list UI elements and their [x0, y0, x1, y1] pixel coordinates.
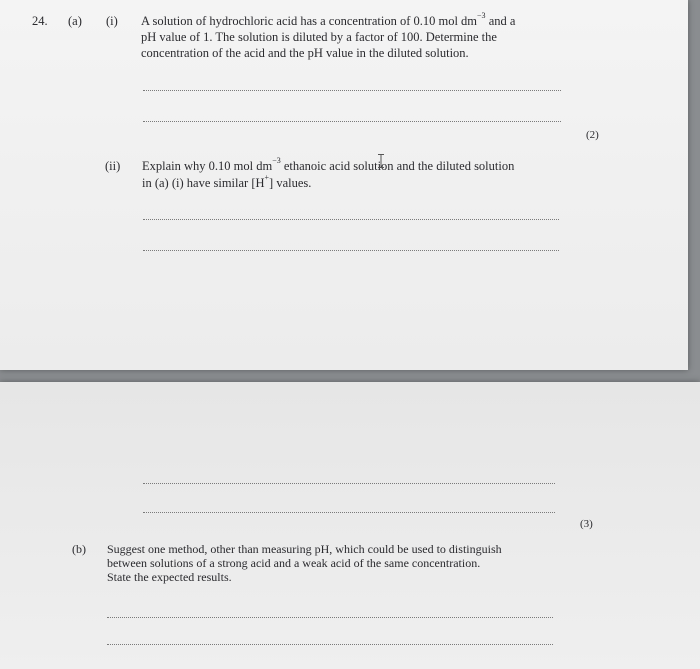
answer-line[interactable] [143, 512, 555, 513]
subpart-i-label: (i) [106, 14, 118, 28]
text-cursor-icon [378, 154, 384, 168]
marks-label: (2) [586, 129, 599, 141]
answer-line[interactable] [143, 90, 561, 91]
answer-line[interactable] [143, 250, 559, 251]
part-b-line-3: State the expected results. [107, 570, 232, 584]
answer-line[interactable] [107, 617, 553, 618]
question-number: 24. [32, 14, 48, 28]
part-b-label: (b) [72, 542, 86, 556]
answer-line[interactable] [143, 219, 559, 220]
marks-label: (3) [580, 518, 593, 530]
answer-line[interactable] [107, 644, 553, 645]
subpart-ii-label: (ii) [105, 159, 121, 173]
part-b-line-1: Suggest one method, other than measuring pH, which could be used to distinguish [107, 542, 502, 556]
answer-line[interactable] [143, 121, 561, 122]
answer-line[interactable] [143, 483, 555, 484]
subpart-ii-line-1: Explain why 0.10 mol $dm^{-3}$ ethanoic acid solution and the diluted solution [142, 155, 515, 173]
subpart-i-line-1: A solution of hydrochloric acid has a concentration of 0.10 mol $dm^{-3}$ and a [141, 10, 516, 28]
subpart-ii-line-2: in (a) (i) have similar [H+] values. [142, 172, 312, 190]
subpart-i-line-3: concentration of the acid and the pH value in the diluted solution. [141, 46, 469, 60]
part-a-label: (a) [68, 14, 82, 28]
subpart-i-line-2: pH value of 1. The solution is diluted by a factor of 100. Determine the [141, 30, 497, 44]
exam-page-bottom [0, 382, 700, 669]
part-b-line-2: between solutions of a strong acid and a weak acid of the same concentration. [107, 556, 481, 570]
